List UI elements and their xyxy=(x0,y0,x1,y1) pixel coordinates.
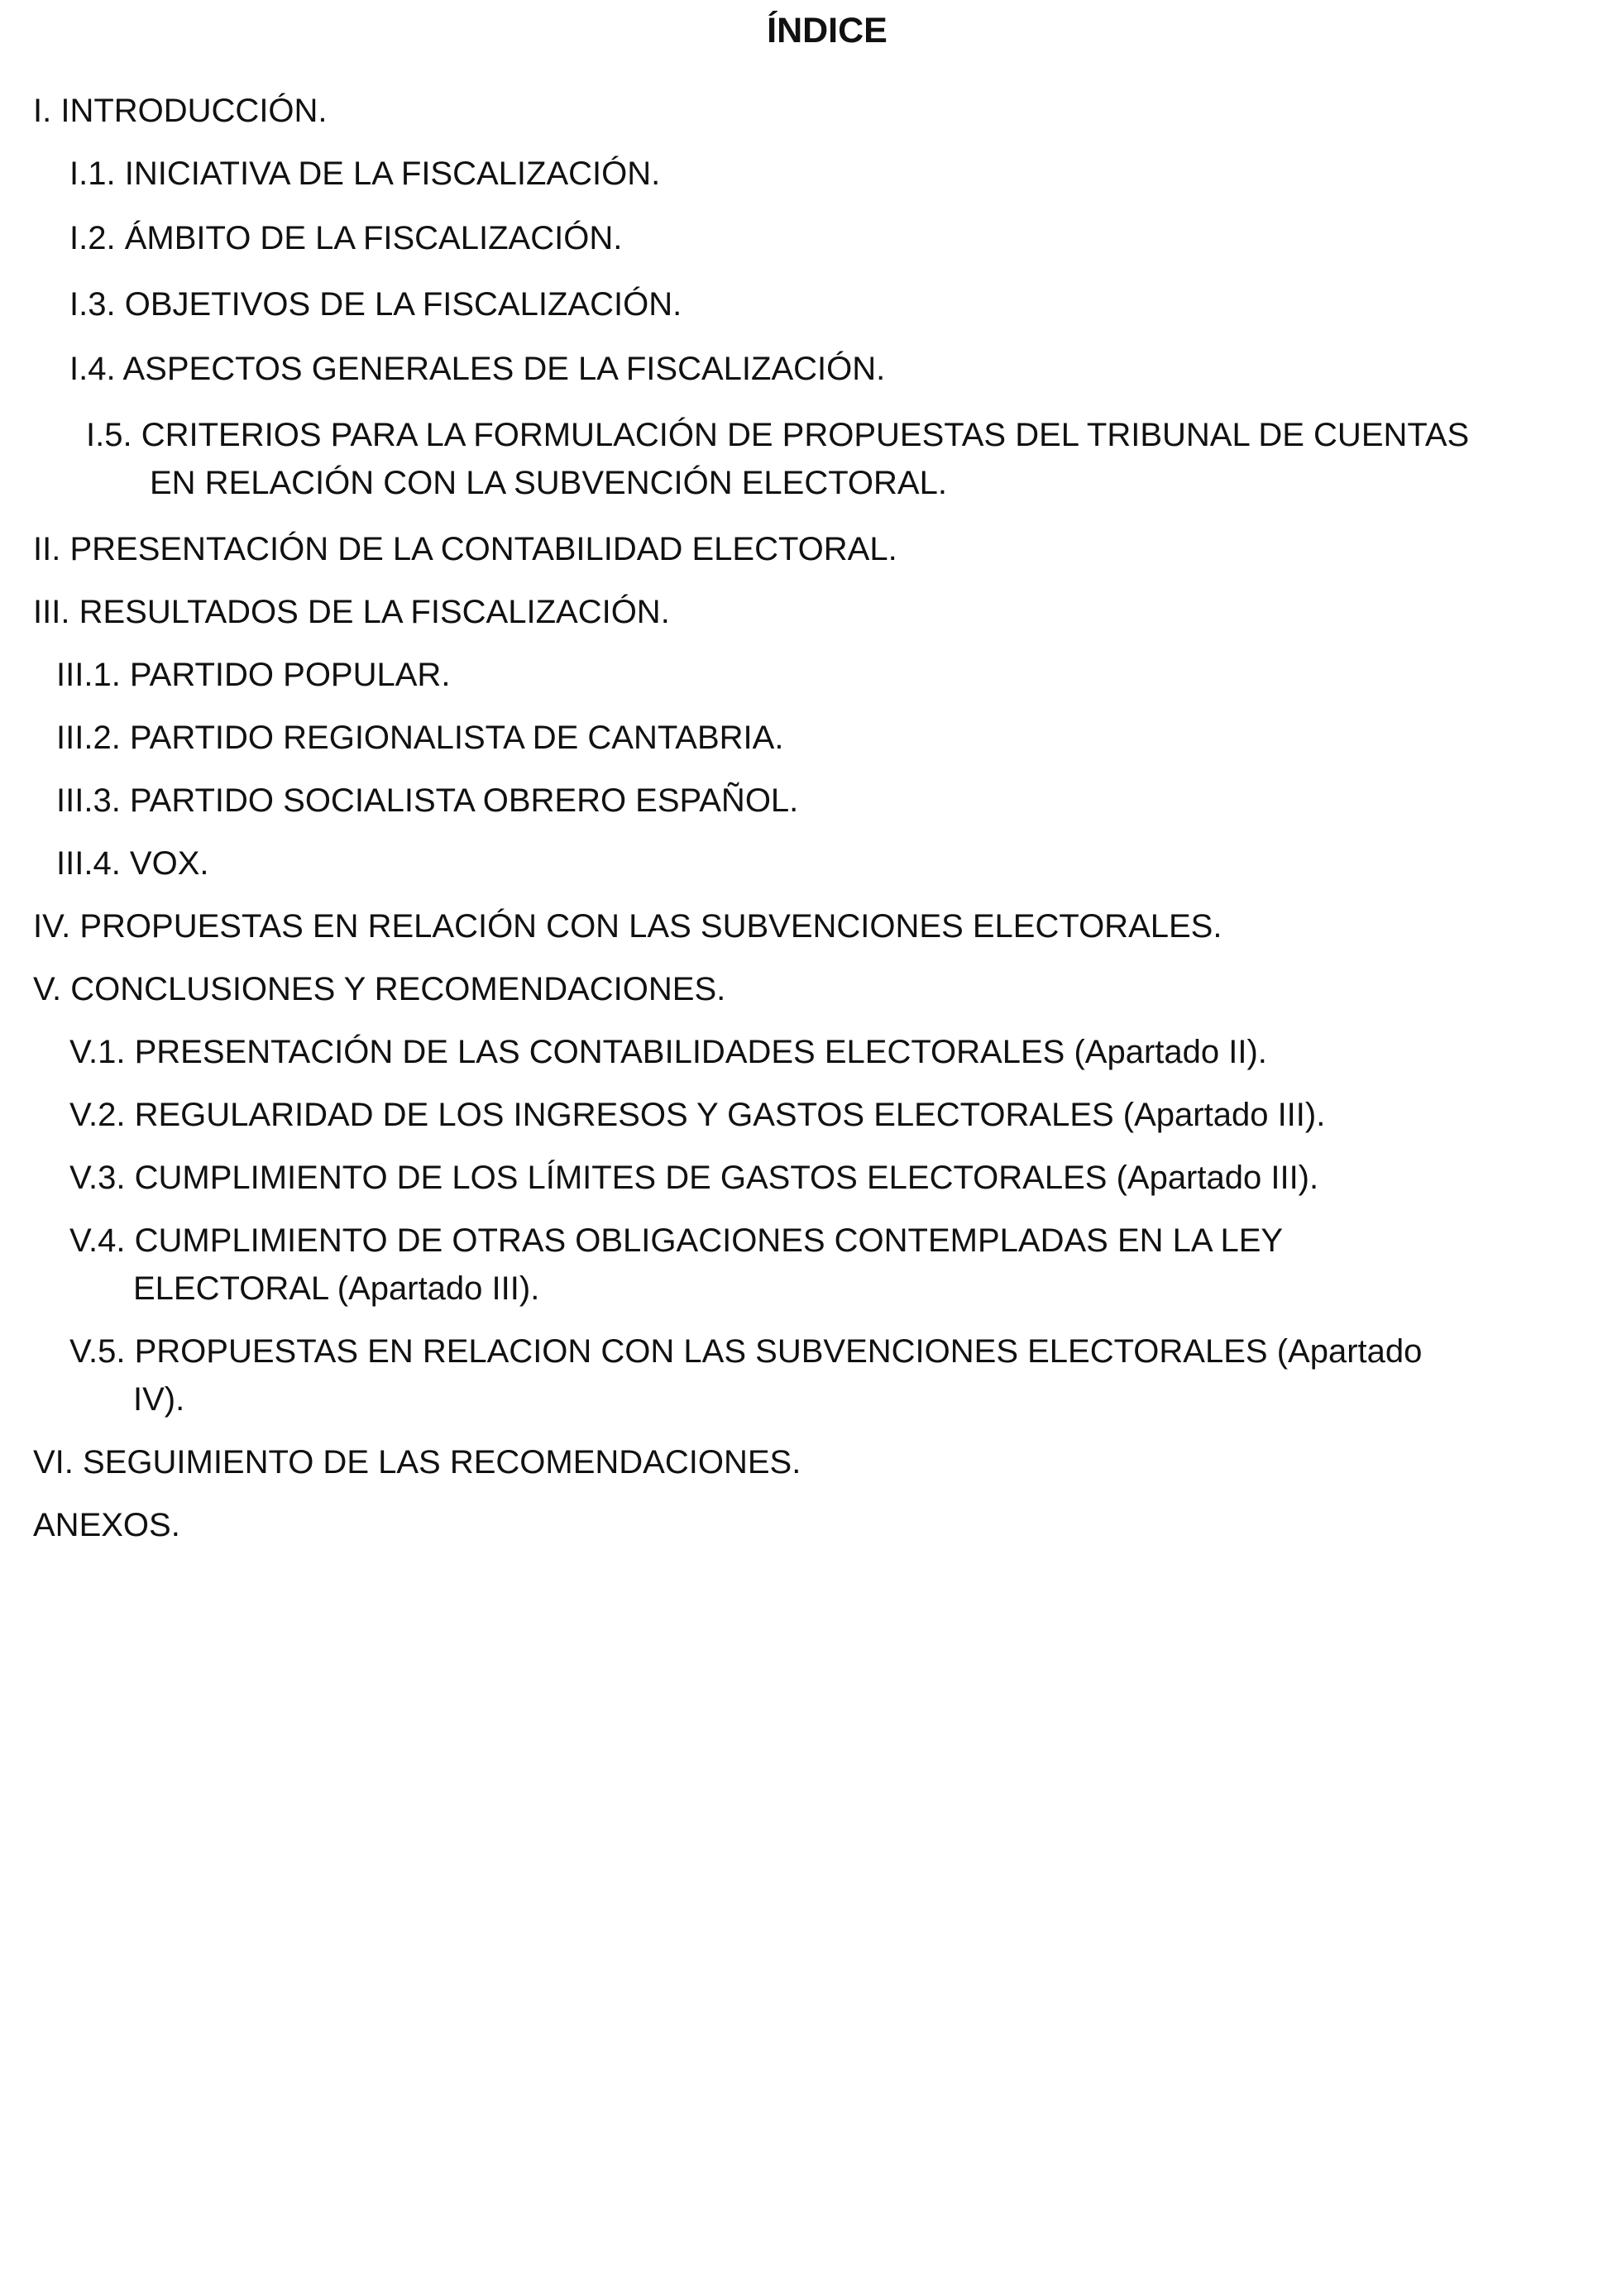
toc-entry-1-2[interactable]: I.2. ÁMBITO DE LA FISCALIZACIÓN. xyxy=(69,220,623,256)
toc-entry-5-5-line2: IV). xyxy=(133,1381,185,1418)
toc-entry-1-3[interactable]: I.3. OBJETIVOS DE LA FISCALIZACIÓN. xyxy=(69,286,682,323)
toc-entry-5-4-line2: ELECTORAL (Apartado III). xyxy=(133,1270,540,1307)
toc-entry-propuestas[interactable]: IV. PROPUESTAS EN RELACIÓN CON LAS SUBVENCIONES ELECTORALES. xyxy=(33,908,1222,945)
toc-entry-5-5[interactable] xyxy=(69,1327,1422,1423)
toc-entry-seguimiento[interactable]: VI. SEGUIMIENTO DE LAS RECOMENDACIONES. xyxy=(33,1444,801,1480)
toc-entry-3-4[interactable]: III.4. VOX. xyxy=(56,845,209,882)
toc-entry-1-1[interactable]: I.1. INICIATIVA DE LA FISCALIZACIÓN. xyxy=(69,155,661,192)
page-title: ÍNDICE xyxy=(767,11,888,50)
toc-entry-5-4-line1: V.4. CUMPLIMIENTO DE OTRAS OBLIGACIONES CONTEMPLADAS EN LA LEY xyxy=(69,1222,1284,1259)
toc-entry-3-2[interactable]: III.2. PARTIDO REGIONALISTA DE CANTABRIA. xyxy=(56,720,784,756)
toc-entry-5-1[interactable]: V.1. PRESENTACIÓN DE LAS CONTABILIDADES ELECTORALES (Apartado II). xyxy=(69,1034,1267,1070)
toc-entry-3-3[interactable]: III.3. PARTIDO SOCIALISTA OBRERO ESPAÑOL. xyxy=(56,782,799,819)
toc-entry-1-5[interactable] xyxy=(86,411,1469,507)
toc-entry-conclusiones[interactable]: V. CONCLUSIONES Y RECOMENDACIONES. xyxy=(33,971,726,1007)
toc-entry-5-5-line1: V.5. PROPUESTAS EN RELACION CON LAS SUBVENCIONES ELECTORALES (Apartado xyxy=(69,1333,1423,1370)
toc-entry-resultados[interactable]: III. RESULTADOS DE LA FISCALIZACIÓN. xyxy=(33,594,670,630)
toc-entry-1-5-line1: I.5. CRITERIOS PARA LA FORMULACIÓN DE PROPUESTAS DEL TRIBUNAL DE CUENTAS xyxy=(86,417,1470,453)
toc-entry-1-5-line2: EN RELACIÓN CON LA SUBVENCIÓN ELECTORAL. xyxy=(150,465,947,501)
toc-entry-5-2[interactable]: V.2. REGULARIDAD DE LOS INGRESOS Y GASTOS ELECTORALES (Apartado III). xyxy=(69,1097,1326,1133)
toc-entry-introduccion[interactable]: I. INTRODUCCIÓN. xyxy=(33,93,328,129)
toc-entry-1-4[interactable]: I.4. ASPECTOS GENERALES DE LA FISCALIZACIÓN. xyxy=(69,351,886,387)
toc-entry-5-4[interactable] xyxy=(69,1217,1283,1313)
toc-entry-3-1[interactable]: III.1. PARTIDO POPULAR. xyxy=(56,657,451,693)
toc-entry-5-3[interactable]: V.3. CUMPLIMIENTO DE LOS LÍMITES DE GASTOS ELECTORALES (Apartado III). xyxy=(69,1160,1319,1196)
toc-entry-presentacion[interactable]: II. PRESENTACIÓN DE LA CONTABILIDAD ELECTORAL. xyxy=(33,531,897,567)
toc-entry-anexos[interactable]: ANEXOS. xyxy=(33,1507,180,1543)
